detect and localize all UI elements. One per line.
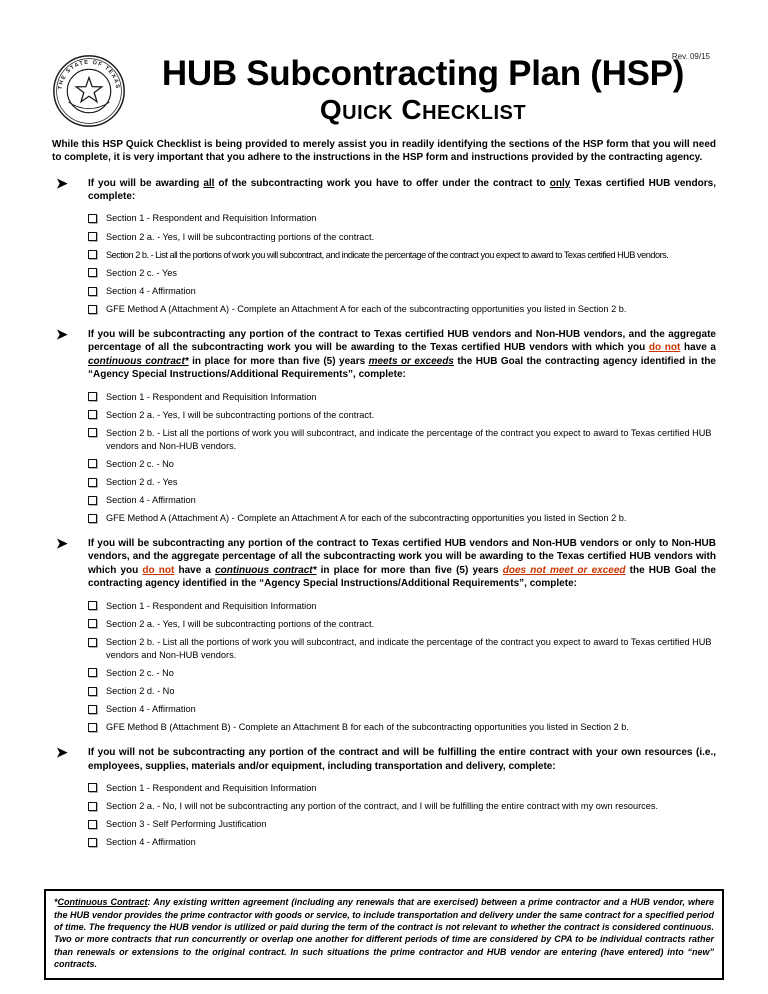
checklist-item-label: Section 2 c. - No (106, 667, 174, 678)
arrow-bullet-icon: ➤ (56, 326, 68, 342)
checklist-item-label: Section 2 b. - List all the portions of work you will subcontract, and indicate the percentage of the contract you expect to award to Texas certified HUB vendors and Non-HUB vendors. (106, 427, 712, 451)
checkbox[interactable] (88, 268, 97, 277)
section-intro (88, 746, 716, 773)
checkbox[interactable] (88, 783, 97, 792)
checklist-item-label: Section 2 b. - List all the portions of work you will subcontract, and indicate the percentage of the contract you expect to award to Texas certified HUB vendors and Non-HUB vendors. (106, 637, 712, 660)
checklist-item (88, 427, 716, 452)
checkbox[interactable] (88, 514, 97, 523)
checklist-item (88, 512, 716, 525)
checklist-item (88, 249, 716, 262)
text-run: : Any existing written agreement (including any renewals that are exercised) between a prime contractor and a HUB vendor, where the HUB vendor provides the prime contractor with goods or service, to include transportation and delivery under the same contract for a specified period of time. The frequency the HUB vendor is utilized or paid during the term of the contract is not relevant to whether the contract is considered continuous. Two or more contracts that run concurrently or overlap one another for different periods of time are considered by CPA to be individual contracts rather than renewals or extensions to the original contract. In such situations the prime contractor and HUB vendor are entering (have entered) into “new” contracts. (54, 897, 714, 970)
checkbox[interactable] (88, 287, 97, 296)
document-header (52, 52, 716, 128)
text-run-underline: all (203, 177, 215, 189)
checklist-item (88, 458, 716, 471)
checklist-item (88, 685, 716, 698)
checkbox[interactable] (88, 668, 97, 677)
checklist-item-label: Section 2 d. - Yes (106, 477, 178, 487)
checklist-item-label: Section 4 - Affirmation (106, 286, 196, 297)
text-run-italic-underline: meets or exceeds (368, 355, 454, 367)
checklist-item-label: Section 2 a. - No, I will not be subcontracting any portion of the contract, and I will be fulfilling the entire contract with my own resources. (106, 801, 659, 812)
checkbox[interactable] (88, 638, 97, 647)
section-intro (88, 177, 716, 204)
checklist-item (88, 703, 716, 716)
section-hub-and-non-hub-meets-or-exceeds-goal (52, 328, 716, 525)
checklist-item-label: Section 2 a. - Yes, I will be subcontracting portions of the contract. (106, 409, 375, 420)
checkbox[interactable] (88, 601, 97, 610)
checkbox[interactable] (88, 705, 97, 714)
checklist-item-label: Section 4 - Affirmation (106, 495, 196, 506)
checkbox[interactable] (88, 232, 97, 241)
checkbox[interactable] (88, 392, 97, 401)
checklist-item (88, 391, 716, 404)
page-subtitle: Quick Checklist (319, 93, 527, 125)
text-run-underline-red: do not (648, 342, 681, 354)
text-run: If you will be subcontracting any portion of the contract to Texas certified HUB vendors and Non-HUB vendors, and the aggregate percentage of all the subcontracting work you will be awarding to the Texas certified HUB vendors with which you (88, 329, 716, 354)
text-run: If you will not be subcontracting any portion of the contract and will be fulfilling the entire contract with your own resources (i.e., employees, supplies, materials and/or equipment, including transportation and delivery, complete: (88, 747, 716, 772)
text-run-underline: Continuous Contract (57, 897, 148, 908)
checklist-item (88, 782, 716, 795)
checkbox[interactable] (88, 687, 97, 696)
seal-text: THE STATE OF TEXAS (57, 59, 121, 90)
checkbox[interactable] (88, 820, 97, 829)
checklist-item (88, 494, 716, 507)
section-intro (88, 328, 716, 382)
checkbox[interactable] (88, 459, 97, 468)
checkbox[interactable] (88, 428, 97, 437)
checklist-item-label: Section 1 - Respondent and Requisition Information (106, 391, 317, 402)
checklist-item (88, 212, 716, 225)
checklist (88, 600, 716, 735)
text-run: in place for more than five (5) years (316, 564, 503, 576)
checklist-item-label: Section 3 - Self Performing Justification (106, 819, 267, 830)
checklist-item-label: Section 2 a. - Yes, I will be subcontracting portions of the contract. (106, 231, 375, 242)
title-block (126, 56, 716, 124)
text-run: have a (174, 564, 216, 576)
checklist-item (88, 667, 716, 680)
checklist-item-label: Section 2 a. - Yes, I will be subcontracting portions of the contract. (106, 618, 375, 629)
checklist (88, 391, 716, 526)
text-run: in place for more than five (5) years (188, 355, 369, 367)
text-run: If you will be awarding (88, 177, 204, 189)
checkbox[interactable] (88, 410, 97, 419)
checkbox[interactable] (88, 802, 97, 811)
checklist-item-label: GFE Method B (Attachment B) - Complete an Attachment B for each of the subcontracting opportunities you listed in Section 2 b. (106, 722, 629, 733)
text-run-italic-underline: continuous contract* (215, 564, 317, 576)
section-not-subcontracting-self-performing (52, 746, 716, 849)
section-intro (88, 537, 716, 591)
checklist-item (88, 818, 716, 831)
checklist-item (88, 721, 716, 734)
continuous-contract-footnote (44, 889, 724, 979)
checklist-item-label: Section 2 d. - No (106, 686, 175, 697)
checkbox[interactable] (88, 250, 97, 259)
checklist-item (88, 800, 716, 813)
checkbox[interactable] (88, 305, 97, 314)
checklist-item-label: GFE Method A (Attachment A) - Complete an Attachment A for each of the subcontracting opportunities you listed in Section 2 b. (106, 513, 627, 524)
checklist-item-label: Section 1 - Respondent and Requisition Information (106, 213, 317, 224)
text-run-italic-underline: continuous contract* (88, 355, 189, 367)
arrow-bullet-icon: ➤ (56, 744, 68, 761)
text-run: Texas certified HUB vendors, complete: (88, 177, 716, 202)
checklist-item (88, 476, 716, 489)
intro-paragraph: While this HSP Quick Checklist is being provided to merely assist you in readily identifying the sections of the HSP form that you will need to complete, it is very important that you adhere to the instructions in the HSP form and instructions provided by the contracting agency. (52, 139, 716, 163)
text-run-italic-underline-red: does not meet or exceed (502, 564, 626, 576)
checklist-item (88, 285, 716, 298)
checklist-item (88, 600, 716, 613)
checkbox[interactable] (88, 723, 97, 732)
checklist-item (88, 836, 716, 849)
checklist-item-label: Section 1 - Respondent and Requisition Information (106, 600, 317, 611)
checklist-item (88, 231, 716, 244)
text-run: have a (680, 342, 716, 354)
checkbox[interactable] (88, 214, 97, 223)
checklist-item-label: Section 2 c. - Yes (106, 267, 177, 278)
checklist-item (88, 618, 716, 631)
checklist-item (88, 636, 716, 661)
page-title: HUB Subcontracting Plan (HSP) (161, 54, 685, 94)
arrow-bullet-icon: ➤ (56, 174, 68, 191)
checklist-item-label: Section 1 - Respondent and Requisition Information (106, 782, 317, 793)
text-run-underline-red: do not (142, 564, 175, 576)
texas-state-seal-svg (52, 54, 126, 128)
section-hub-and-non-hub-does-not-meet-goal (52, 537, 716, 734)
checklist-item (88, 409, 716, 422)
checkbox[interactable] (88, 838, 97, 847)
checklist-item-label: GFE Method A (Attachment A) - Complete an Attachment A for each of the subcontracting opportunities you listed in Section 2 b. (106, 304, 627, 315)
text-run: If you will be subcontracting any portion of the contract to Texas certified HUB vendors and Non-HUB vendors or only to Non-HUB vendors, and the aggregate percentage of all the subcontracting work you will be awarding to the Texas certified HUB vendors with which you (88, 538, 716, 576)
checklist (88, 782, 716, 849)
checkbox[interactable] (88, 496, 97, 505)
revision-label: Rev. 09/15 (671, 52, 710, 61)
checklist (88, 212, 716, 316)
section-awarding-all-to-hub-vendors (52, 174, 716, 316)
checklist-item-label: Section 4 - Affirmation (106, 837, 196, 848)
texas-state-seal-icon (52, 54, 126, 128)
checklist-item (88, 303, 716, 316)
checkbox[interactable] (88, 478, 97, 487)
text-run: * (54, 897, 58, 908)
text-run: the HUB Goal the contracting agency identified in the “Agency Special Instructions/Additional Requirements”, complete: (88, 564, 716, 590)
text-run: the HUB Goal the contracting agency identified in the “Agency Special Instructions/Additional Requirements”, complete: (88, 355, 716, 381)
checklist-item-label: Section 2 c. - No (106, 458, 174, 469)
text-run-underline: only (549, 177, 571, 189)
checkbox[interactable] (88, 619, 97, 628)
arrow-bullet-icon: ➤ (56, 535, 68, 552)
checklist-item-label: Section 2 b. - List all the portions of work you will subcontract, and indicate the percentage of the contract you expect to award to Texas certified HUB vendors. (106, 249, 669, 260)
checklist-item (88, 267, 716, 280)
checklist-item-label: Section 4 - Affirmation (106, 704, 196, 715)
text-run: of the subcontracting work you have to offer under the contract to (214, 177, 550, 189)
